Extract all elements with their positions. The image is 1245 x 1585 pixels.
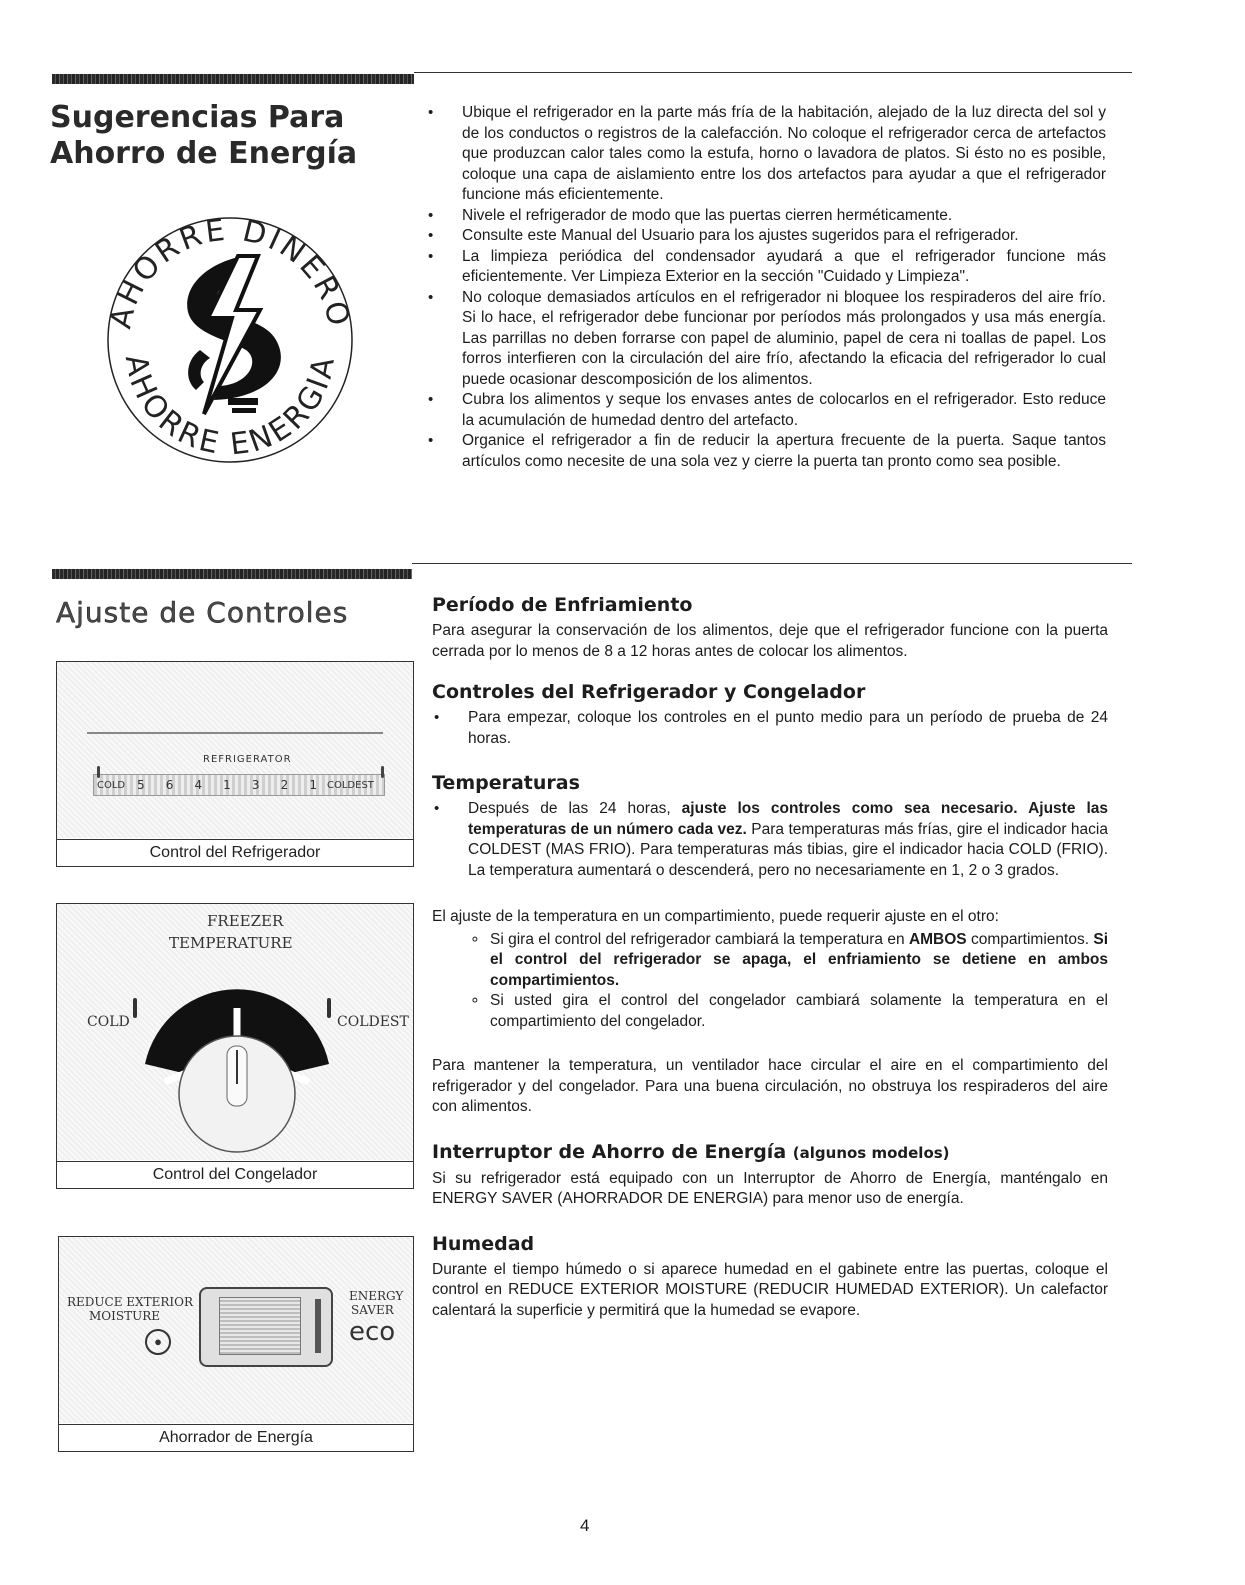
- freezer-dial[interactable]: [127, 954, 347, 1154]
- coldest-label: COLDEST: [327, 780, 374, 791]
- reduce-moisture-label: REDUCE EXTERIOR: [67, 1295, 193, 1309]
- logo-text-bottom: AHORRE ENERGIA: [117, 352, 343, 463]
- energy-section-title: Sugerencias Para Ahorro de Energía: [50, 100, 358, 171]
- adjust-sub-item: ∘ Si gira el control del refrigerador cambiará la temperatura en AMBOS compartimientos. Si el control del refrigerador se apaga, el enfriamiento se detiene en ambos compartimientos.: [466, 930, 1108, 992]
- energy-switch-heading: Interruptor de Ahorro de Energía (algunos modelos): [432, 1140, 950, 1163]
- dial-scale: 5 6 4 1 3 2 1: [137, 778, 317, 792]
- energy-tip: • Nivele el refrigerador de modo que las puertas cierren herméticamente.: [426, 206, 1106, 227]
- controls-section-title: Ajuste de Controles: [56, 596, 349, 629]
- energy-saver-image: [59, 1237, 413, 1423]
- energy-tip: • Consulte este Manual del Usuario para los ajustes sugeridos para el refrigerador.: [426, 226, 1106, 247]
- adjust-sub-item: ∘ Si usted gira el control del congelador cambiará solamente la temperatura en el compartimiento del congelador.: [466, 991, 1108, 1032]
- energy-saver-switch[interactable]: [199, 1287, 333, 1367]
- fan-text: Para mantener la temperatura, un ventilador hace circular el aire en el compartimiento del refrigerador y del congelador. Para una buena circulación, no obstruya los respiraderos del aire con alimentos.: [432, 1057, 1108, 1115]
- dollar-lightning-icon: [187, 255, 281, 414]
- energy-label: ENERGY: [349, 1289, 404, 1303]
- thermometer-cold-icon: [97, 766, 100, 778]
- page-number: 4: [580, 1516, 590, 1535]
- controls-heading: Controles del Refrigerador y Congelador: [432, 681, 866, 703]
- saver-label: SAVER: [351, 1303, 394, 1317]
- adjust-intro: El ajuste de la temperatura en un compartimiento, puede requerir ajuste en el otro:: [432, 908, 999, 925]
- ahorre-logo: [100, 200, 360, 470]
- energy-saver-caption: Ahorrador de Energía: [59, 1424, 413, 1451]
- freezer-label: FREEZER: [207, 912, 284, 930]
- freezer-control-panel: [56, 903, 414, 1189]
- section-rule-controls: [412, 563, 1132, 564]
- energy-tip: • Cubra los alimentos y seque los envases antes de colocarlos en el refrigerador. Esto reduce la acumulación de humedad dentro del artefacto.: [426, 390, 1106, 431]
- energy-tip: • No coloque demasiados artículos en el refrigerador ni bloquee los respiraderos del aire frío. Si lo hace, el refrigerador debe funcionar por períodos más prolongados y usa más energía. Las parrillas no deben forrarse con papel de aluminio, papel de cera ni toallas de papel. Los forros interfieren con la circulación del aire frío, afectando la eficacia del refrigerador lo cual puede ocasionar descomposición de los alimentos.: [426, 288, 1106, 391]
- refrigerator-control-caption: Control del Refrigerador: [57, 839, 413, 866]
- energy-switch-text: Si su refrigerador está equipado con un Interruptor de Ahorro de Energía, manténgalo en ENERGY SAVER (AHORRADOR DE ENERGIA) para menor uso de energía.: [432, 1169, 1108, 1207]
- energy-saver-panel: [58, 1236, 414, 1452]
- section-bar-controls: [52, 569, 412, 579]
- section-rule-top: [414, 72, 1132, 73]
- energy-tip: • La limpieza periódica del condensador ayudará a que el refrigerador funcione más eficientemente. Ver Limpieza Exterior en la sección "Cuidado y Limpieza".: [426, 247, 1106, 288]
- controls-bullet: • Para empezar, coloque los controles en el punto medio para un período de prueba de 24 horas.: [432, 708, 1108, 749]
- section-bar-top: [52, 74, 414, 84]
- energy-tip: • Ubique el refrigerador en la parte más fría de la habitación, alejado de la luz directa del sol y de los conductos o registros de la calefacción. No coloque el refrigerador cerca de artefactos que produzcan calor tales como la estufa, horno o lavadora de platos. Si ésto no es posible, coloque una capa de aislamiento entre los dos artefactos para ayudar a que el refrigerador funcione más eficientemente.: [426, 103, 1106, 206]
- refrigerator-control-image: [57, 662, 413, 838]
- temperature-label: TEMPERATURE: [169, 934, 293, 952]
- eco-label: eco: [349, 1317, 396, 1347]
- humidity-text: Durante el tiempo húmedo o si aparece humedad en el gabinete entre las puertas, coloque el control en REDUCE EXTERIOR MOISTURE (REDUCIR HUMEDAD EXTERIOR). Un calefactor calentará la superficie y permitirá que la humedad se evapore.: [432, 1260, 1108, 1319]
- freezer-control-caption: Control del Congelador: [57, 1161, 413, 1188]
- freezer-cold-label: COLD: [87, 1014, 130, 1030]
- temperatures-bullet: • Después de las 24 horas, ajuste los controles como sea necesario. Ajuste las temperaturas de un número cada vez. Para temperaturas más frías, gire el indicador hacia COLDEST (MAS FRIO). Para temperaturas más tibias, gire el indicador hacia COLD (FRIO). La temperatura aumentará o descenderá, pero no necesariamente en 1, 2 o 3 grados.: [432, 799, 1108, 881]
- moisture-drop-icon: ●: [145, 1329, 171, 1355]
- energy-tips: [426, 103, 1106, 472]
- refrigerator-control-panel: [56, 661, 414, 867]
- freezer-control-image: [57, 904, 413, 1160]
- cooling-period-heading: Período de Enfriamiento: [432, 594, 693, 616]
- logo-text-top: AHORRE DINERO: [103, 212, 357, 332]
- freezer-coldest-label: COLDEST: [337, 1014, 409, 1030]
- refrigerator-label: REFRIGERATOR: [203, 754, 292, 765]
- temperatures-heading: Temperaturas: [432, 772, 580, 794]
- cooling-period-text: Para asegurar la conservación de los alimentos, deje que el refrigerador funcione con la puerta cerrada por lo menos de 8 a 12 horas antes de colocar los alimentos.: [432, 622, 1108, 660]
- thermometer-coldest-icon: [381, 766, 384, 778]
- humidity-heading: Humedad: [432, 1232, 535, 1255]
- moisture-label: MOISTURE: [89, 1309, 160, 1323]
- controls-text: [432, 593, 1108, 1339]
- energy-tip: • Organice el refrigerador a fin de reducir la apertura frecuente de la puerta. Saque tantos artículos como necesite de una sola vez y cierre la puerta tan pronto como sea posible.: [426, 431, 1106, 472]
- cold-label: COLD: [97, 780, 126, 791]
